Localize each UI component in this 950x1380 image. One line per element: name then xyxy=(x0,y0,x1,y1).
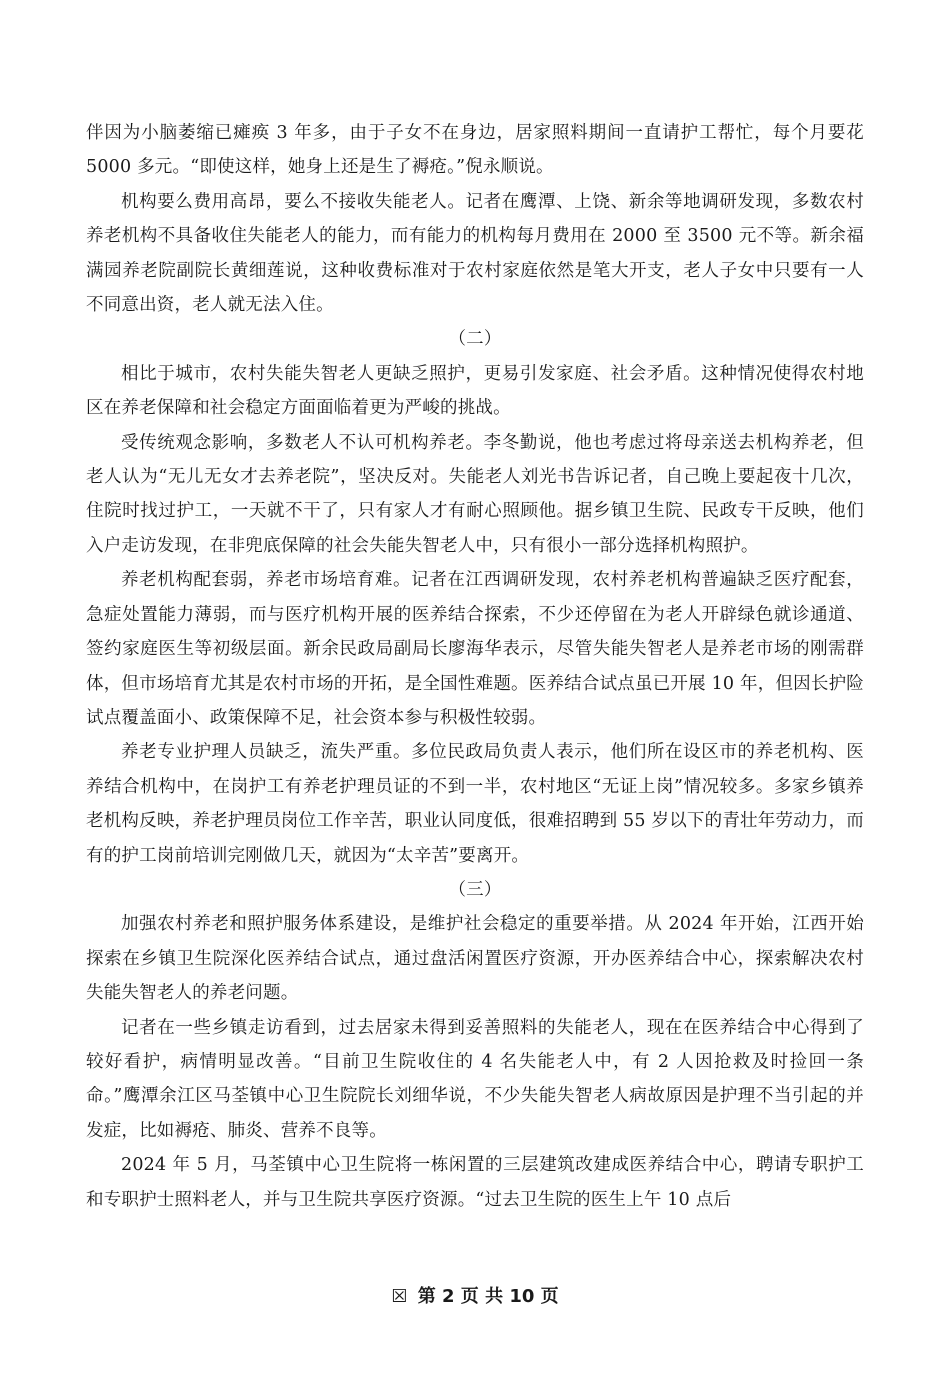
page-number: 第 2 页 共 10 页 xyxy=(417,1286,559,1307)
page-footer xyxy=(0,1282,950,1308)
paragraph: 机构要么费用高昂，要么不接收失能老人。记者在鹰潭、上饶、新余等地调研发现，多数农村养老机构不具备收住失能老人的能力，而有能力的机构每月费用在 2000 至 3500 元不等。新余福满园养老院副院长黄细莲说，这种收费标准对于农村家庭依然是笔大开支，老人子女中只要有一人不同意出资，老人就无法入住。 xyxy=(86,191,864,316)
paragraph: 记者在一些乡镇走访看到，过去居家未得到妥善照料的失能老人，现在在医养结合中心得到了较好看护，病情明显改善。“目前卫生院收住的 4 名失能老人中，有 2 人因抢救及时捡回一条命。”鹰潭余江区马荃镇中心卫生院院长刘细华说，不少失能失智老人病故原因是护理不当引起的并发症，比如褥疮、肺炎、营养不良等。 xyxy=(86,1017,864,1141)
paragraph: 养老专业护理人员缺乏，流失严重。多位民政局负责人表示，他们所在设区市的养老机构、医养结合机构中，在岗护工有养老护理员证的不到一半，农村地区“无证上岗”情况较多。多家乡镇养老机构反映，养老护理员岗位工作辛苦，职业认同度低，很难招聘到 55 岁以下的青壮年劳动力，而有的护工岗前培训完刚做几天，就因为“太辛苦”要离开。 xyxy=(86,742,864,866)
article-body xyxy=(86,116,864,1217)
footer-mark-icon: ☒ xyxy=(391,1286,408,1307)
paragraph: 相比于城市，农村失能失智老人更缺乏照护，更易引发家庭、社会矛盾。这种情况使得农村地区在养老保障和社会稳定方面面临着更为严峻的挑战。 xyxy=(86,363,864,419)
paragraph-continued: 伴因为小脑萎缩已瘫痪 3 年多，由于子女不在身边，居家照料期间一直请护工帮忙，每个月要花 5000 多元。“即使这样，她身上还是生了褥疮。”倪永顺说。 xyxy=(86,123,864,178)
paragraph: 受传统观念影响，多数老人不认可机构养老。李冬勤说，他也考虑过将母亲送去机构养老，但老人认为“无儿无女才去养老院”，坚决反对。失能老人刘光书告诉记者，自己晚上要起夜十几次，住院时找过护工，一天就不干了，只有家人才有耐心照顾他。据乡镇卫生院、民政专干反映，他们入户走访发现，在非兜底保障的社会失能失智老人中，只有很小一部分选择机构照护。 xyxy=(86,432,864,556)
paragraph: 加强农村养老和照护服务体系建设，是维护社会稳定的重要举措。从 2024 年开始，江西开始探索在乡镇卫生院深化医养结合试点，通过盘活闲置医疗资源，开办医养结合中心，探索解决农村失能失智老人的养老问题。 xyxy=(86,914,864,1004)
section-heading-3: （三） xyxy=(448,879,502,900)
paragraph: 养老机构配套弱，养老市场培育难。记者在江西调研发现，农村养老机构普遍缺乏医疗配套，急症处置能力薄弱，而与医疗机构开展的医养结合探索，不少还停留在为老人开辟绿色就诊通道、签约家庭医生等初级层面。新余民政局副局长廖海华表示，尽管失能失智老人是养老市场的刚需群体，但市场培育尤其是农村市场的开拓，是全国性难题。医养结合试点虽已开展 10 年，但因长护险试点覆盖面小、政策保障不足，社会资本参与积极性较弱。 xyxy=(86,570,864,728)
paragraph-truncated: 2024 年 5 月，马荃镇中心卫生院将一栋闲置的三层建筑改建成医养结合中心，聘请专职护工和专职护士照料老人，并与卫生院共享医疗资源。“过去卫生院的医生上午 10 点后 xyxy=(86,1155,864,1210)
section-heading-2: （二） xyxy=(448,329,502,350)
